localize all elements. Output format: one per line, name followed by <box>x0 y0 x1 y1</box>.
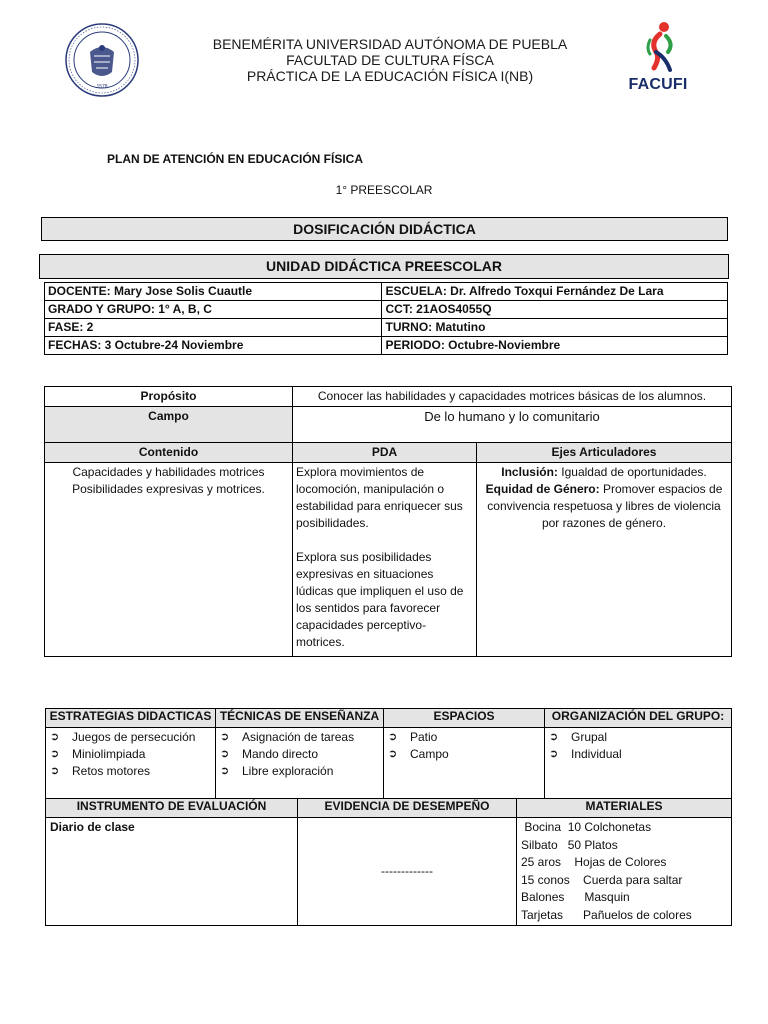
pda-item: Explora sus posibilidades expresivas en situaciones lúdicas que impliquen el uso de los sentidos para favorecer capacidades perceptivo-motrices. <box>296 550 464 649</box>
list-item-label: Individual <box>571 747 622 761</box>
list-item <box>220 746 379 763</box>
grado-cell: GRADO Y GRUPO: 1° A, B, C <box>45 301 382 319</box>
svg-text:1578: 1578 <box>96 84 108 90</box>
fase-cell: FASE: 2 <box>45 319 382 337</box>
contenido-header: Contenido <box>45 443 293 463</box>
list-item <box>220 729 379 746</box>
organizacion-header: ORGANIZACIÓN DEL GRUPO: <box>545 709 732 728</box>
list-item <box>50 729 211 746</box>
plan-title: PLAN DE ATENCIÓN EN EDUCACIÓN FÍSICA <box>107 152 364 166</box>
arrow-bullet-icon: ➲ <box>220 765 230 777</box>
material-item: Silbato 50 Platos <box>521 837 618 852</box>
tecnicas-cell <box>216 728 384 800</box>
equidad-text: Promover espacios de convivencia respetuosa y libres de violencia por razones de género. <box>487 482 723 530</box>
strategies-table <box>45 708 732 800</box>
proposito-label: Propósito <box>45 387 293 407</box>
arrow-bullet-icon: ➲ <box>220 731 230 743</box>
espacios-cell <box>384 728 545 800</box>
tecnicas-list <box>220 729 379 780</box>
fechas-cell: FECHAS: 3 Octubre-24 Noviembre <box>45 337 382 355</box>
list-item <box>549 729 727 746</box>
contenido-item: Posibilidades expresivas y motrices. <box>72 482 265 496</box>
pda-header: PDA <box>293 443 477 463</box>
arrow-bullet-icon: ➲ <box>549 748 559 760</box>
organizacion-list <box>549 729 727 763</box>
table-row <box>45 301 728 319</box>
arrow-bullet-icon: ➲ <box>549 731 559 743</box>
evidencia-cell: ------------- <box>298 818 517 926</box>
proposito-table <box>44 386 732 657</box>
arrow-bullet-icon: ➲ <box>50 765 60 777</box>
inclusion-text: Igualdad de oportunidades. <box>557 465 707 479</box>
docente-cell: DOCENTE: Mary Jose Solis Cuautle <box>45 283 382 301</box>
campo-label: Campo <box>45 407 293 443</box>
campo-value: De lo humano y lo comunitario <box>293 407 732 443</box>
university-seal-logo <box>64 22 140 98</box>
escuela-cell: ESCUELA: Dr. Alfredo Toxqui Fernández De Lara <box>382 283 728 301</box>
table-row <box>46 799 732 818</box>
instrumento-header: INSTRUMENTO DE EVALUACIÓN <box>46 799 298 818</box>
facufi-logo-text: FACUFI <box>628 76 688 93</box>
material-item: 25 aros Hojas de Colores <box>521 855 667 869</box>
arrow-bullet-icon: ➲ <box>50 748 60 760</box>
list-item-label: Mando directo <box>242 747 319 761</box>
list-item <box>50 763 211 780</box>
header-line-university: BENEMÉRITA UNIVERSIDAD AUTÓNOMA DE PUEBLA <box>212 36 568 52</box>
instrumento-cell: Diario de clase <box>46 818 298 926</box>
list-item-label: Patio <box>410 730 438 744</box>
facufi-logo <box>620 18 696 98</box>
arrow-bullet-icon: ➲ <box>220 748 230 760</box>
list-item-label: Miniolimpiada <box>72 747 146 761</box>
organizacion-cell <box>545 728 732 800</box>
material-item: 15 conos Cuerda para saltar <box>521 872 683 887</box>
arrow-bullet-icon: ➲ <box>388 731 398 743</box>
list-item-label: Retos motores <box>72 764 151 778</box>
arrow-bullet-icon: ➲ <box>50 731 60 743</box>
periodo-cell: PERIODO: Octubre-Noviembre <box>382 337 728 355</box>
list-item-label: Libre exploración <box>242 764 334 778</box>
estrategias-list <box>50 729 211 780</box>
material-item: Tarjetas Pañuelos de colores <box>521 907 692 922</box>
institution-header <box>170 36 610 84</box>
info-table <box>44 282 728 355</box>
dosificacion-banner: DOSIFICACIÓN DIDÁCTICA <box>41 217 728 241</box>
level-label: 1° PREESCOLAR <box>335 183 433 197</box>
header-line-course: PRÁCTICA DE LA EDUCACIÓN FÍSICA I(NB) <box>246 68 534 84</box>
list-item-label: Grupal <box>571 730 608 744</box>
tecnicas-header: TÉCNICAS DE ENSEÑANZA <box>216 709 384 728</box>
inclusion-label: Inclusión: <box>501 465 558 479</box>
table-row <box>45 337 728 355</box>
list-item <box>50 746 211 763</box>
espacios-header: ESPACIOS <box>384 709 545 728</box>
materiales-header: MATERIALES <box>517 799 732 818</box>
cct-cell: CCT: 21AOS4055Q <box>382 301 728 319</box>
list-item <box>549 746 727 763</box>
list-item <box>220 763 379 780</box>
ejes-header: Ejes Articuladores <box>477 443 732 463</box>
pda-item: Explora movimientos de locomoción, manipulación o estabilidad para enriquecer sus posibilidades. <box>296 465 463 530</box>
list-item-label: Juegos de persecución <box>72 730 196 744</box>
table-row <box>46 709 732 728</box>
contenido-cell <box>45 463 293 657</box>
table-row <box>45 387 732 407</box>
list-item-label: Campo <box>410 747 449 761</box>
header-line-faculty: FACULTAD DE CULTURA FÍSCA <box>286 52 494 68</box>
list-item-label: Asignación de tareas <box>242 730 355 744</box>
table-row <box>45 283 728 301</box>
arrow-bullet-icon: ➲ <box>388 748 398 760</box>
contenido-item: Capacidades y habilidades motrices <box>72 465 265 479</box>
proposito-value: Conocer las habilidades y capacidades motrices básicas de los alumnos. <box>293 387 732 407</box>
material-item: Bocina 10 Colchonetas <box>521 820 652 834</box>
estrategias-cell <box>46 728 216 800</box>
inclusion-line <box>480 464 728 481</box>
estrategias-header: ESTRATEGIAS DIDACTICAS <box>46 709 216 728</box>
turno-cell: TURNO: Matutino <box>382 319 728 337</box>
table-row <box>46 728 732 800</box>
list-item <box>388 746 540 763</box>
pda-cell <box>293 463 477 657</box>
evidencia-header: EVIDENCIA DE DESEMPEÑO <box>298 799 517 818</box>
equidad-label: Equidad de Género: <box>485 482 600 496</box>
ejes-cell <box>477 463 732 657</box>
table-row <box>45 319 728 337</box>
equidad-line <box>480 481 728 532</box>
list-item <box>388 729 540 746</box>
material-item: Balones Masquin <box>521 890 630 904</box>
table-row <box>45 407 732 443</box>
unidad-banner: UNIDAD DIDÁCTICA PREESCOLAR <box>39 254 729 279</box>
table-row <box>45 443 732 463</box>
materiales-cell <box>517 818 732 926</box>
evaluation-table <box>45 798 732 926</box>
table-row <box>45 463 732 657</box>
table-row <box>46 818 732 926</box>
espacios-list <box>388 729 540 763</box>
